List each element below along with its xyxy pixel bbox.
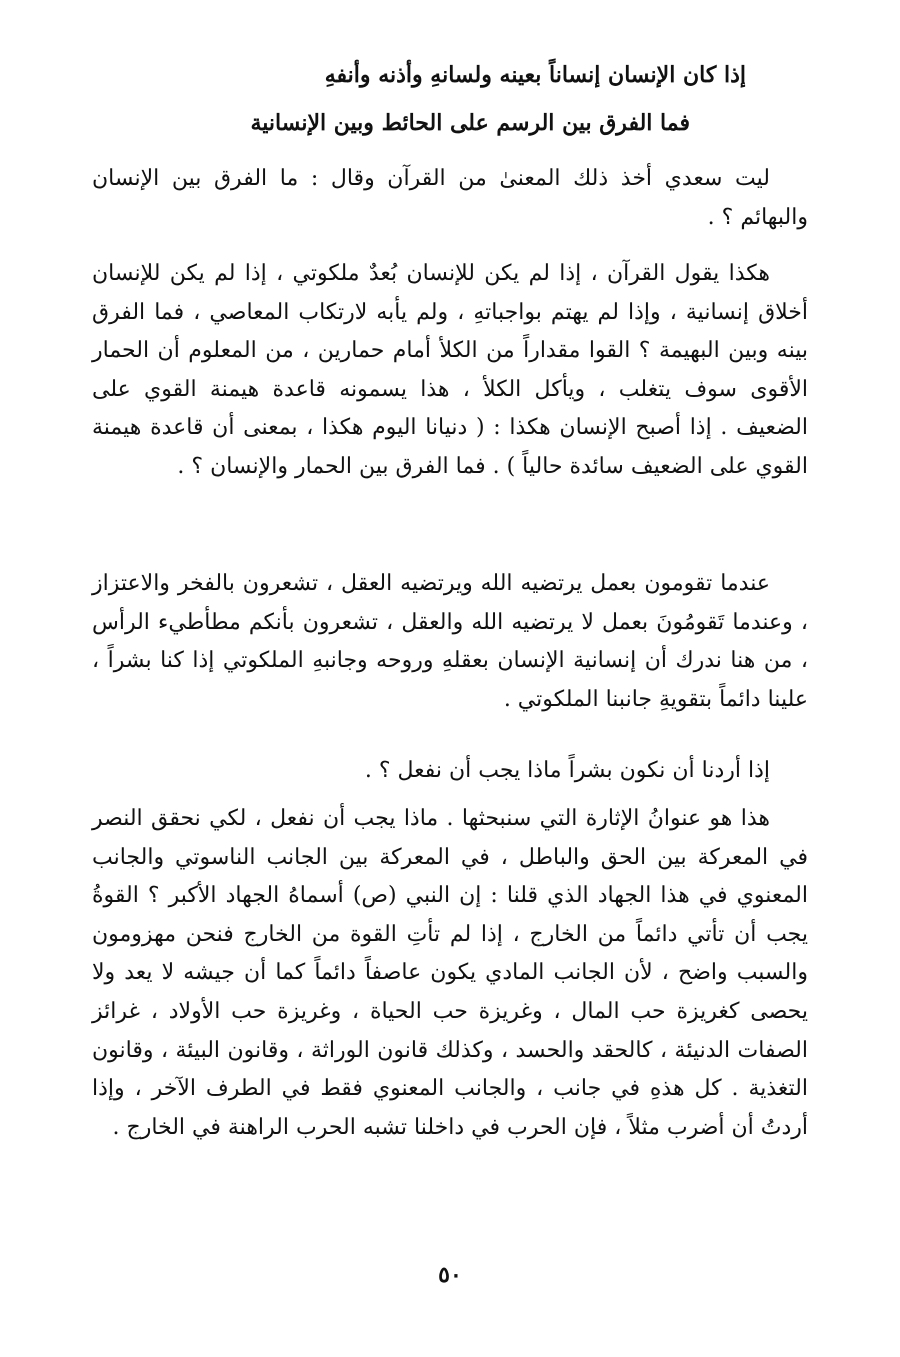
paragraph-2: هكذا يقول القرآن ، إذا لم يكن للإنسان بُعدٌ ملكوتي ، إذا لم يكن للإنسان أخلاق إنسانية ، وإذا لم يهتم بواجباتهِ ، ولم يأبه لارتكاب المعاصي ، فما الفرق بينه وبين البهيمة ؟ القوا مقداراً من الكلأ أمام حمارين ، من المعلوم أن الحمار الأقوى سوف يتغلب ، ويأكل الكلأ ، هذا يسمونه قاعدة هيمنة القوي على الضعيف . إذا أصبح الإنسان هكذا : ( دنيانا اليوم هكذا ، بمعنى أن قاعدة هيمنة القوي على الضعيف سائدة حالياً ) . فما الفرق بين الحمار والإنسان ؟ .: [92, 261, 808, 479]
paragraph-4: إذا أردنا أن نكون بشراً ماذا يجب أن نفعل ؟ .: [364, 758, 770, 783]
poem-line-1: إذا كان الإنسان إنساناً بعينه ولسانهِ وأذنه وأنفهِ: [324, 62, 746, 88]
page-number: ٥٠: [438, 1262, 462, 1288]
paragraph-1: ليت سعدي أخذ ذلك المعنىٰ من القرآن وقال : ما الفرق بين الإنسان والبهائم ؟ .: [92, 166, 808, 230]
paragraph-3: عندما تقومون بعمل يرتضيه الله ويرتضيه العقل ، تشعرون بالفخر والاعتزاز ، وعندما تَقومُونَ بعمل لا يرتضيه الله والعقل ، تشعرون بأنكم مطأطيء الرأس ، من هنا ندرك أن إنسانية الإنسان بعقلهِ وروحه وجانبهِ الملكوتي إذا كنا بشراً ، علينا دائماً بتقويةِ جانبنا الملكوتي .: [92, 571, 808, 712]
poem-line-2: فما الفرق بين الرسم على الحائط وبين الإنسانية: [250, 110, 690, 136]
paragraph-5: هذا هو عنوانُ الإثارة التي سنبحثها . ماذا يجب أن نفعل ، لكي نحقق النصر في المعركة بين الحق والباطل ، في المعركة بين الجانب الناسوتي والجانب المعنوي في هذا الجهاد الذي قلنا : إن النبي (ص) أسماهُ الجهاد الأكبر ؟ القوةُ يجب أن تأتي دائماً من الخارج ، إذا لم تأتِ القوة من الخارج فنحن مهزومون والسبب واضح ، لأن الجانب المادي يكون عاصفاً دائماً كما أن جيشه لا يعد ولا يحصى كغريزة حب المال ، وغريزة حب الحياة ، وغريزة حب الأولاد ، غرائز الصفات الدنيئة ، كالحقد والحسد ، وكذلك قانون الوراثة ، وقانون البيئة ، وقانون التغذية . كل هذهِ في جانب ، والجانب المعنوي فقط في الطرف الآخر ، وإذا أردتُ أن أضرب مثلاً ، فإن الحرب في داخلنا تشبه الحرب الراهنة في الخارج .: [92, 806, 808, 1140]
